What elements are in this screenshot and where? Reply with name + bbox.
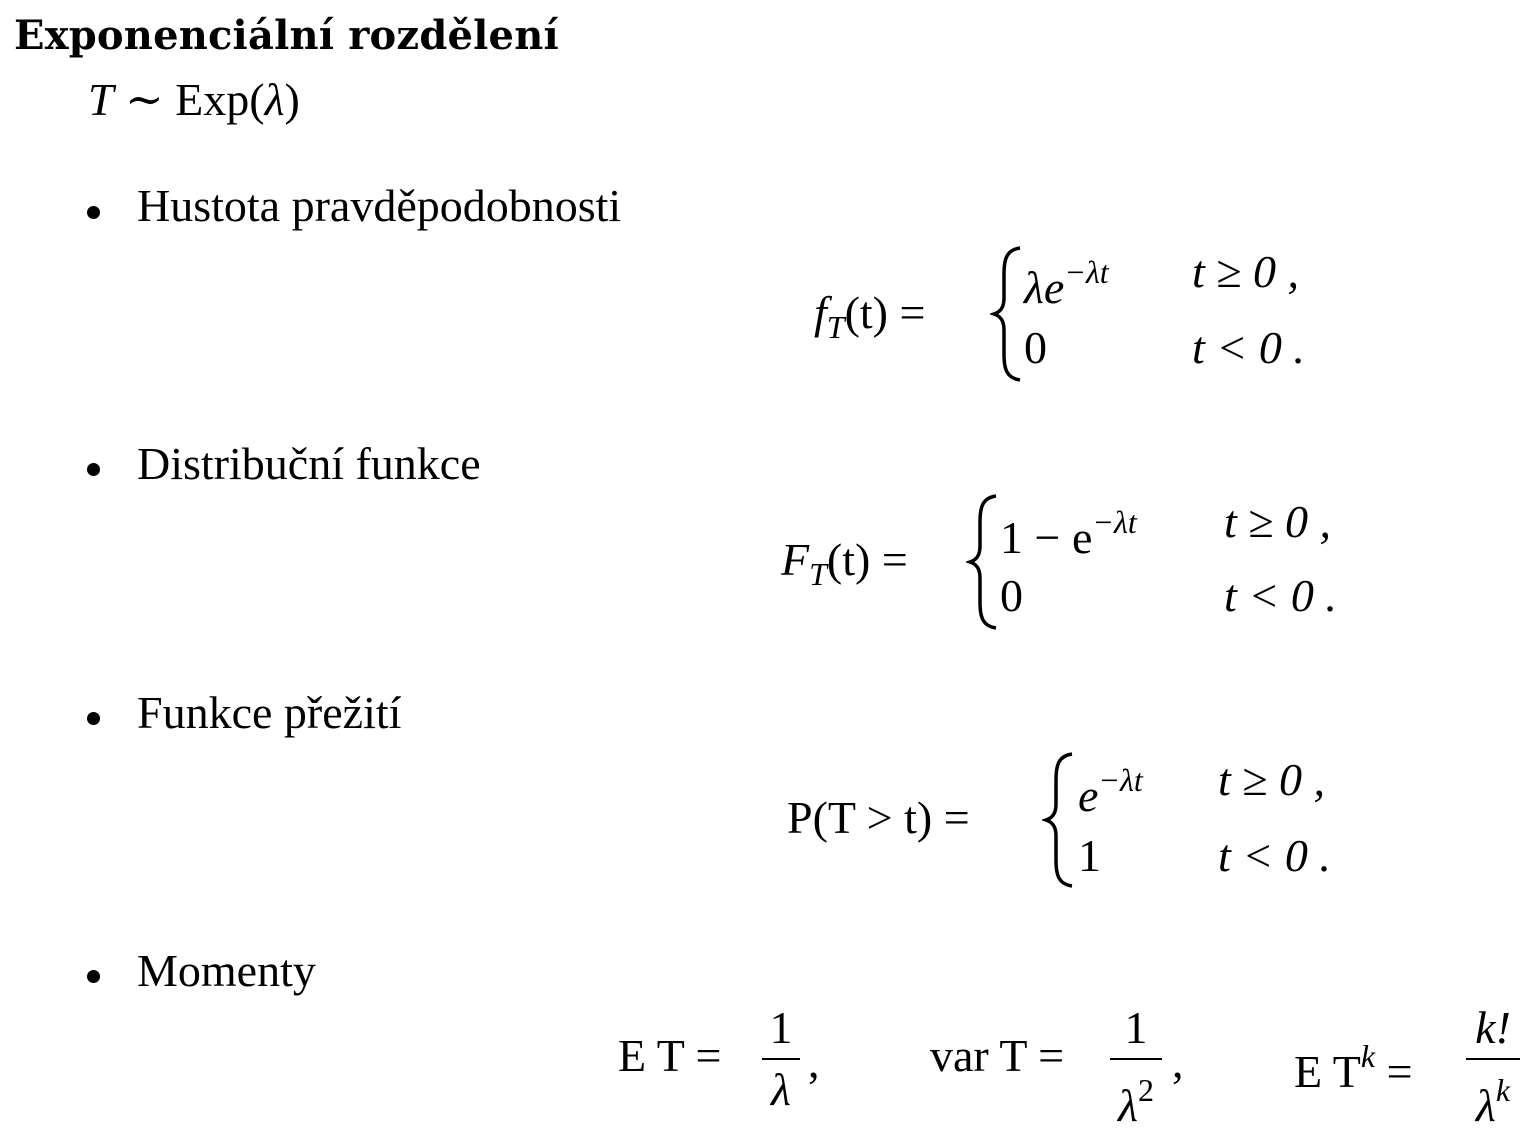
cdf-case-2-cond: t < 0 . <box>1224 570 1337 621</box>
case-expr: λe <box>1024 262 1065 313</box>
kth-equals: = <box>1386 1046 1413 1097</box>
case-expr: 1 − e <box>1000 512 1093 563</box>
moment-mean-lhs: E T = <box>618 1030 722 1081</box>
section-label-cdf: Distribuční funkce <box>137 438 481 489</box>
distribution-notation <box>88 72 300 128</box>
fraction-bar <box>762 1058 800 1060</box>
moment-mean-denominator: λ <box>771 1064 791 1115</box>
bullet-icon <box>87 970 100 983</box>
cdf-lhs <box>781 532 908 602</box>
denominator-exponent: 2 <box>1137 1072 1154 1108</box>
cdf-subscript: T <box>809 556 827 592</box>
survival-case-2-cond: t < 0 . <box>1218 830 1331 881</box>
bullet-icon <box>87 463 100 476</box>
cdf-case-1-expr <box>1000 494 1137 566</box>
case-exponent: −λt <box>1098 762 1143 798</box>
kth-lhs-base: E T <box>1294 1046 1361 1097</box>
moment-kth-numerator: k! <box>1475 1002 1511 1053</box>
bullet-icon <box>87 206 100 219</box>
moment-variance-denominator <box>1108 1062 1164 1134</box>
survival-lhs: P(T > t) = <box>787 792 970 843</box>
moment-variance-lhs: var T = <box>930 1030 1065 1081</box>
section-label-moments: Momenty <box>137 945 316 996</box>
section-label-density: Hustota pravděpodobnosti <box>137 180 622 231</box>
moment-kth-denominator <box>1464 1062 1522 1134</box>
left-brace-icon <box>966 492 1000 632</box>
left-brace-icon <box>1042 750 1076 890</box>
case-exponent: −λt <box>1064 254 1109 290</box>
fraction-bar <box>1466 1058 1520 1060</box>
case-expr: e <box>1078 770 1099 821</box>
density-case-1-expr <box>1024 244 1109 316</box>
density-func-name: f <box>814 287 827 338</box>
close-paren: ) <box>284 74 300 125</box>
section-label-survival: Funkce přežití <box>137 687 402 738</box>
survival-case-1-cond: t ≥ 0 , <box>1218 754 1326 805</box>
sim-symbol: ∼ <box>125 74 164 125</box>
cdf-case-1-cond: t ≥ 0 , <box>1224 496 1332 547</box>
density-case-2-cond: t < 0 . <box>1192 322 1305 373</box>
moment-variance-comma: , <box>1172 1036 1184 1087</box>
moment-mean-comma: , <box>808 1036 820 1087</box>
survival-case-1-expr <box>1078 752 1143 824</box>
moment-kth-lhs <box>1294 1028 1413 1100</box>
kth-lhs-exponent: k <box>1360 1038 1376 1074</box>
density-lhs <box>814 285 925 355</box>
rate-parameter: λ <box>264 74 285 125</box>
denominator-base: λ <box>1475 1080 1496 1131</box>
case-exponent: −λt <box>1092 504 1137 540</box>
denominator-base: λ <box>1118 1080 1138 1131</box>
fraction-bar <box>1110 1058 1162 1060</box>
cdf-func-name: F <box>781 534 810 585</box>
random-variable: T <box>88 74 114 125</box>
density-case-2-expr: 0 <box>1024 322 1047 373</box>
page-title: Exponenciální rozdělení <box>14 12 559 59</box>
distribution-name: Exp( <box>175 74 265 125</box>
moment-mean-numerator: 1 <box>769 1002 793 1053</box>
cdf-arg: (t) = <box>826 534 908 585</box>
density-arg: (t) = <box>844 287 926 338</box>
moment-variance-numerator: 1 <box>1124 1002 1148 1053</box>
denominator-exponent: k <box>1495 1072 1511 1108</box>
density-case-1-cond: t ≥ 0 , <box>1192 246 1300 297</box>
cdf-case-2-expr: 0 <box>1000 570 1023 621</box>
density-subscript: T <box>826 309 845 345</box>
left-brace-icon <box>990 244 1024 384</box>
bullet-icon <box>87 712 100 725</box>
survival-case-2-expr: 1 <box>1078 830 1101 881</box>
